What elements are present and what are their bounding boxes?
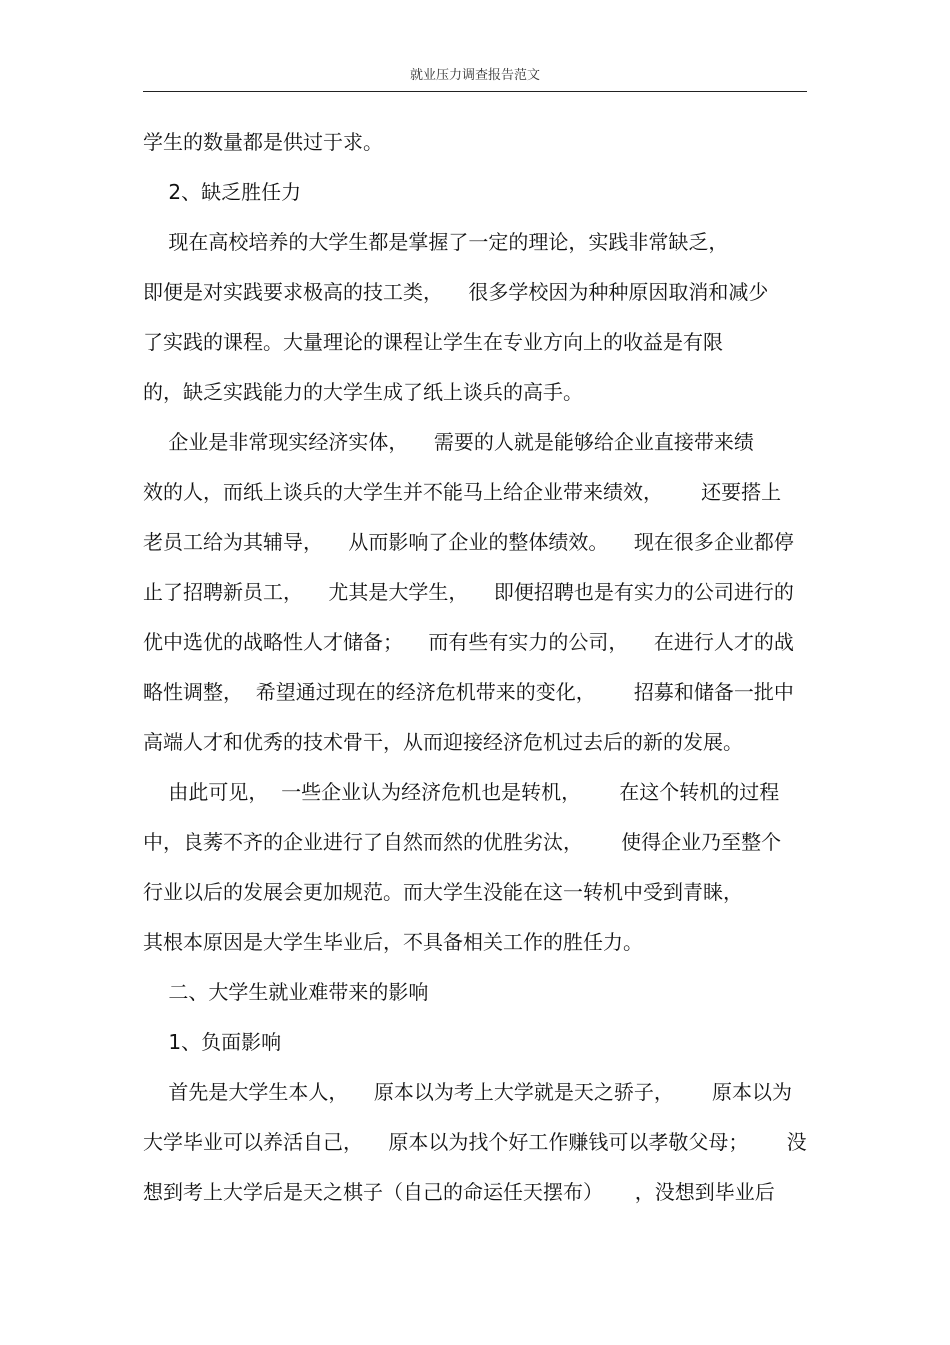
body-line: 优中选优的战略性人才储备； 而有些有实力的公司， 在进行人才的战	[143, 630, 794, 654]
body-line: 学生的数量都是供过于求。	[143, 130, 383, 154]
body-line: 由此可见， 一些企业认为经济危机也是转机， 在这个转机的过程	[143, 780, 780, 804]
body-line: 止了招聘新员工， 尤其是大学生， 即便招聘也是有实力的公司进行的	[143, 580, 794, 604]
body-line: 其根本原因是大学生毕业后，不具备相关工作的胜任力。	[143, 930, 643, 954]
body-line: 略性调整， 希望通过现在的经济危机带来的变化， 招募和储备一批中	[143, 680, 794, 704]
body-line: 中，良莠不齐的企业进行了自然而然的优胜劣汰， 使得企业乃至整个	[143, 830, 782, 854]
body-line: 的，缺乏实践能力的大学生成了纸上谈兵的高手。	[143, 380, 583, 404]
body-line: 效的人，而纸上谈兵的大学生并不能马上给企业带来绩效， 还要搭上	[143, 480, 782, 504]
body-line: 想到考上大学后是天之棋子（自己的命运任天摆布） ，没想到毕业后	[143, 1180, 775, 1204]
body-line: 老员工给为其辅导， 从而影响了企业的整体绩效。 现在很多企业都停	[143, 530, 794, 554]
body-line: 了实践的课程。大量理论的课程让学生在专业方向上的收益是有限	[143, 330, 723, 354]
body-line: 大学毕业可以养活自己， 原本以为找个好工作赚钱可以孝敬父母； 没	[143, 1130, 807, 1154]
section-heading: 二、大学生就业难带来的影响	[143, 980, 429, 1004]
header-divider	[143, 91, 807, 92]
body-line: 企业是非常现实经济实体， 需要的人就是能够给企业直接带来绩	[143, 430, 754, 454]
body-line: 行业以后的发展会更加规范。而大学生没能在这一转机中受到青睐，	[143, 880, 743, 904]
section-heading: 2、缺乏胜任力	[143, 180, 302, 204]
body-line: 现在高校培养的大学生都是掌握了一定的理论，实践非常缺乏，	[143, 230, 729, 254]
page-header: 就业压力调查报告范文	[409, 68, 540, 83]
body-line: 高端人才和优秀的技术骨干，从而迎接经济危机过去后的新的发展。	[143, 730, 743, 754]
body-line: 即便是对实践要求极高的技工类， 很多学校因为种种原因取消和减少	[143, 280, 769, 304]
section-heading: 1、负面影响	[143, 1030, 282, 1054]
body-line: 首先是大学生本人， 原本以为考上大学就是天之骄子， 原本以为	[143, 1080, 793, 1104]
